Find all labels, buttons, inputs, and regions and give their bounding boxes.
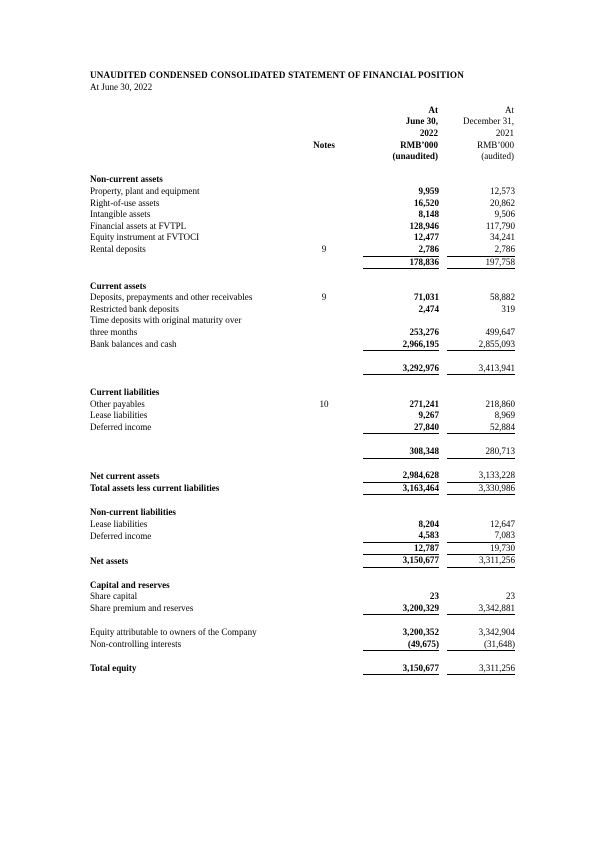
gap-2 xyxy=(439,128,447,140)
row-prior-value: 8,969 xyxy=(494,410,516,421)
row-current-value: 4,583 xyxy=(363,530,439,542)
gap-2 xyxy=(439,363,447,375)
gap-2 xyxy=(439,315,447,327)
row-prior-value: 3,133,228 xyxy=(447,470,515,482)
gap-1 xyxy=(353,663,363,675)
gap-1 xyxy=(353,151,363,163)
gap-1 xyxy=(353,140,363,152)
row-label: Property, plant and equipment xyxy=(90,185,200,196)
column-header-row-1 xyxy=(90,105,515,117)
gap-2 xyxy=(439,482,447,495)
gap-1 xyxy=(353,292,363,304)
gap-2 xyxy=(439,507,447,519)
header-current-at: At xyxy=(428,104,438,115)
gap-2 xyxy=(439,339,447,351)
table-row xyxy=(90,221,515,233)
gap-1 xyxy=(353,186,363,198)
section-heading-row xyxy=(90,387,515,399)
gap-1 xyxy=(353,128,363,140)
gap-1 xyxy=(353,399,363,411)
row-current-value: 2,474 xyxy=(418,303,439,314)
header-current-audit-status: (unaudited) xyxy=(392,151,438,162)
subtotal-current-value: 3,292,976 xyxy=(363,363,439,375)
section-heading-row xyxy=(90,507,515,519)
gap-2 xyxy=(439,387,447,399)
notes-blank xyxy=(295,446,353,458)
column-header-row-3 xyxy=(90,128,515,140)
value-blank xyxy=(363,580,439,592)
row-label: Equity instrument at FVTOCI xyxy=(90,232,200,243)
row-note xyxy=(295,221,353,233)
row-prior-value: 3,342,881 xyxy=(447,603,515,615)
value-blank xyxy=(447,580,515,592)
gap-1 xyxy=(353,116,363,128)
row-label: Share capital xyxy=(90,591,138,602)
notes-blank xyxy=(295,507,353,519)
row-current-value: 2,984,628 xyxy=(363,470,439,482)
notes-blank xyxy=(295,542,353,555)
row-current-value: 71,031 xyxy=(413,292,439,303)
gap-1 xyxy=(353,482,363,495)
gap-1 xyxy=(353,627,363,639)
header-current-unit: RMB’000 xyxy=(400,139,438,150)
gap-1 xyxy=(353,198,363,210)
row-note: 9 xyxy=(321,292,327,303)
gap-2 xyxy=(439,209,447,221)
gap-1 xyxy=(353,304,363,316)
header-notes-label: Notes xyxy=(313,139,335,150)
header-current-year: 2022 xyxy=(419,127,438,138)
table-row xyxy=(90,232,515,244)
gap-2 xyxy=(439,292,447,304)
row-label: Net current assets xyxy=(90,470,160,481)
value-blank xyxy=(363,507,439,519)
row-label: Financial assets at FVTPL xyxy=(90,220,187,231)
gap-2 xyxy=(439,422,447,434)
value-blank xyxy=(363,174,439,186)
notes-blank xyxy=(295,256,353,269)
row-note xyxy=(295,339,353,351)
financial-position-table xyxy=(90,93,515,675)
section-heading-row xyxy=(90,580,515,592)
row-current-value: 8,204 xyxy=(418,518,439,529)
spacer-after-header xyxy=(90,163,515,175)
header-prior-at: At xyxy=(504,104,515,115)
row-prior-value: 12,647 xyxy=(490,518,516,529)
net-assets-current-value: 3,150,677 xyxy=(363,555,439,568)
gap-1 xyxy=(353,639,363,651)
gap-2 xyxy=(439,639,447,651)
table-row xyxy=(90,327,515,339)
gap-1 xyxy=(353,422,363,434)
gap-1 xyxy=(353,580,363,592)
row-current-value: 3,200,329 xyxy=(363,603,439,615)
gap-1 xyxy=(353,221,363,233)
row-label: Other payables xyxy=(90,398,145,409)
header-blank-2 xyxy=(90,116,295,128)
row-current-value: 253,276 xyxy=(409,327,439,338)
row-label: three months xyxy=(90,327,138,338)
value-blank xyxy=(447,281,515,293)
subtotal-label xyxy=(90,542,295,555)
gap-2 xyxy=(439,198,447,210)
table-row xyxy=(90,244,515,256)
gap-2 xyxy=(439,399,447,411)
subtotal-prior-value: 197,758 xyxy=(447,256,515,269)
gap-2 xyxy=(439,663,447,675)
section-heading-row xyxy=(90,281,515,293)
gap-2 xyxy=(439,116,447,128)
row-current-value: 2,786 xyxy=(363,244,439,256)
subtotal-label xyxy=(90,446,295,458)
table-row xyxy=(90,209,515,221)
section-spacer xyxy=(90,567,515,579)
row-label: Equity attributable to owners of the Company xyxy=(90,626,257,637)
subtotal-current-value: 178,836 xyxy=(363,256,439,269)
row-note xyxy=(295,627,353,639)
row-current-value: 9,959 xyxy=(418,185,439,196)
row-label: Lease liabilities xyxy=(90,518,148,529)
value-blank xyxy=(363,281,439,293)
subtotal-current-value: 12,787 xyxy=(363,542,439,555)
gap-2 xyxy=(439,410,447,422)
gap-2 xyxy=(439,151,447,163)
gap-1 xyxy=(353,446,363,458)
gap-2 xyxy=(439,530,447,542)
row-note xyxy=(295,530,353,542)
column-header-row-4 xyxy=(90,140,515,152)
subtotal-prior-value: 3,413,941 xyxy=(447,363,515,375)
row-current-value: 3,163,464 xyxy=(363,482,439,495)
header-notes-blank-2 xyxy=(295,116,353,128)
row-current-value: 128,946 xyxy=(409,220,439,231)
table-row xyxy=(90,591,515,603)
gap-1 xyxy=(353,591,363,603)
gap-1 xyxy=(353,281,363,293)
table-row xyxy=(90,519,515,531)
total-equity-current-value: 3,150,677 xyxy=(363,663,439,675)
gap-2 xyxy=(439,555,447,568)
row-label: Deferred income xyxy=(90,422,152,433)
row-prior-value: 319 xyxy=(501,303,516,314)
notes-blank xyxy=(295,363,353,375)
table-row xyxy=(90,315,515,327)
section-heading-current-assets: Current assets xyxy=(90,280,147,291)
header-spacer xyxy=(90,93,515,105)
row-label: Lease liabilities xyxy=(90,410,148,421)
row-label-continued: Time deposits with original maturity over xyxy=(90,315,242,326)
gap-1 xyxy=(353,507,363,519)
subtotal-prior-value: 19,730 xyxy=(447,542,515,555)
row-note: 10 xyxy=(319,398,329,409)
table-row xyxy=(90,410,515,422)
gap-1 xyxy=(353,174,363,186)
row-label: Deposits, prepayments and other receivables xyxy=(90,292,253,303)
gap-2 xyxy=(439,232,447,244)
table-row xyxy=(90,482,515,495)
header-blank-5 xyxy=(90,151,295,163)
row-current-value: 12,477 xyxy=(413,232,439,243)
column-header-row-5 xyxy=(90,151,515,163)
row-prior-value: 3,342,904 xyxy=(478,626,516,637)
row-label: Right-of-use assets xyxy=(90,197,160,208)
section-heading-non-current-assets: Non-current assets xyxy=(90,174,163,185)
row-note xyxy=(295,304,353,316)
gap-1 xyxy=(353,555,363,568)
row-label: Rental deposits xyxy=(90,244,146,255)
row-note xyxy=(295,422,353,434)
row-note xyxy=(295,327,353,339)
gap-2 xyxy=(439,221,447,233)
header-current-date: June 30, xyxy=(405,116,438,127)
notes-blank xyxy=(295,281,353,293)
gap-2 xyxy=(439,327,447,339)
row-prior-value: 2,786 xyxy=(447,244,515,256)
table-row xyxy=(90,530,515,542)
row-label: Deferred income xyxy=(90,530,152,541)
pre-subtotal-spacer xyxy=(90,434,515,446)
gap-2 xyxy=(439,256,447,269)
row-current-value: 16,520 xyxy=(413,197,439,208)
table-row xyxy=(90,304,515,316)
row-prior-value: 218,860 xyxy=(485,398,516,409)
subtotal-row xyxy=(90,446,515,458)
table-row xyxy=(90,422,515,434)
row-prior-value: 3,330,986 xyxy=(447,482,515,495)
subtotal-row xyxy=(90,542,515,555)
subtotal-row xyxy=(90,363,515,375)
header-prior-date: December 31, xyxy=(463,116,515,127)
section-spacer xyxy=(90,615,515,627)
column-header-row-2 xyxy=(90,116,515,128)
page-subtitle: At June 30, 2022 xyxy=(90,81,153,92)
section-spacer xyxy=(90,495,515,507)
section-heading-capital-and-reserves: Capital and reserves xyxy=(90,579,170,590)
page-title: UNAUDITED CONDENSED CONSOLIDATED STATEMENT OF FINANCIAL POSITION xyxy=(90,70,464,80)
statement-sheet xyxy=(90,70,515,675)
table-row xyxy=(90,639,515,651)
row-current-value xyxy=(363,315,439,327)
gap-1 xyxy=(353,209,363,221)
total-equity-row xyxy=(90,663,515,675)
row-prior-value: 58,882 xyxy=(490,292,516,303)
subtotal-prior-value: 280,713 xyxy=(447,446,515,458)
total-equity-label: Total equity xyxy=(90,663,137,674)
gap-1 xyxy=(353,315,363,327)
gap-1 xyxy=(353,256,363,269)
row-prior-value: (31,648) xyxy=(447,639,515,651)
subtotal-label xyxy=(90,256,295,269)
value-blank xyxy=(447,507,515,519)
row-note xyxy=(295,470,353,482)
header-prior-unit: RMB’000 xyxy=(477,139,515,150)
table-row xyxy=(90,339,515,351)
gap-2 xyxy=(439,174,447,186)
section-spacer xyxy=(90,269,515,281)
gap-2 xyxy=(439,519,447,531)
header-notes-blank-1 xyxy=(295,105,353,117)
table-row xyxy=(90,186,515,198)
row-prior-value: 9,506 xyxy=(494,209,516,220)
gap-2 xyxy=(439,542,447,555)
row-note xyxy=(295,482,353,495)
row-prior-value: 499,647 xyxy=(485,327,516,338)
net-assets-row xyxy=(90,555,515,568)
section-heading-row xyxy=(90,174,515,186)
header-notes-blank-5 xyxy=(295,151,353,163)
value-blank xyxy=(447,174,515,186)
row-prior-value xyxy=(447,315,515,327)
section-spacer xyxy=(90,375,515,387)
gap-1 xyxy=(353,387,363,399)
header-blank-3 xyxy=(90,128,295,140)
pre-subtotal-spacer xyxy=(90,351,515,363)
gap-2 xyxy=(439,446,447,458)
gap-2 xyxy=(439,186,447,198)
gap-1 xyxy=(353,519,363,531)
gap-1 xyxy=(353,530,363,542)
header-notes-blank-3 xyxy=(295,128,353,140)
net-assets-prior-value: 3,311,256 xyxy=(447,555,515,568)
subtotal-row xyxy=(90,256,515,269)
gap-2 xyxy=(439,244,447,256)
row-label: Total assets less current liabilities xyxy=(90,483,220,494)
notes-blank xyxy=(295,174,353,186)
row-note xyxy=(295,186,353,198)
table-row xyxy=(90,470,515,482)
section-heading-non-current-liabilities: Non-current liabilities xyxy=(90,506,176,517)
row-note xyxy=(295,209,353,221)
row-note xyxy=(295,639,353,651)
row-current-value: 271,241 xyxy=(409,398,439,409)
gap-1 xyxy=(353,105,363,117)
gap-1 xyxy=(353,339,363,351)
row-note xyxy=(295,232,353,244)
header-prior-audit-status: (audited) xyxy=(481,151,515,162)
row-prior-value: 117,790 xyxy=(485,220,516,231)
pre-total-spacer xyxy=(90,651,515,663)
row-label: Restricted bank deposits xyxy=(90,303,179,314)
notes-blank xyxy=(295,580,353,592)
row-label: Share premium and reserves xyxy=(90,603,194,614)
row-prior-value: 20,862 xyxy=(490,197,516,208)
header-prior-year: 2021 xyxy=(495,127,515,138)
row-current-value: 27,840 xyxy=(363,422,439,434)
gap-2 xyxy=(439,105,447,117)
row-current-value: (49,675) xyxy=(363,639,439,651)
row-note xyxy=(295,519,353,531)
row-prior-value: 12,573 xyxy=(490,185,516,196)
header-blank-1 xyxy=(90,105,295,117)
row-note xyxy=(295,315,353,327)
gap-2 xyxy=(439,304,447,316)
table-row xyxy=(90,627,515,639)
row-note xyxy=(295,603,353,615)
net-assets-label: Net assets xyxy=(90,555,129,566)
section-spacer xyxy=(90,458,515,470)
gap-1 xyxy=(353,470,363,482)
row-prior-value: 2,855,093 xyxy=(447,339,515,351)
notes-blank xyxy=(295,387,353,399)
table-row xyxy=(90,603,515,615)
gap-2 xyxy=(439,580,447,592)
section-heading-current-liabilities: Current liabilities xyxy=(90,387,160,398)
row-prior-value: 7,083 xyxy=(447,530,515,542)
row-prior-value: 23 xyxy=(505,591,516,602)
row-label: Non-controlling interests xyxy=(90,639,182,649)
gap-1 xyxy=(353,363,363,375)
row-current-value: 8,148 xyxy=(418,209,439,220)
gap-1 xyxy=(353,244,363,256)
row-note xyxy=(295,410,353,422)
row-note: 9 xyxy=(321,244,327,255)
gap-2 xyxy=(439,140,447,152)
gap-2 xyxy=(439,591,447,603)
gap-2 xyxy=(439,470,447,482)
row-prior-value: 34,241 xyxy=(490,232,516,243)
subtotal-label xyxy=(90,363,295,375)
table-row xyxy=(90,399,515,411)
row-current-value: 23 xyxy=(429,591,439,602)
notes-blank xyxy=(295,663,353,675)
notes-blank xyxy=(295,555,353,568)
value-blank xyxy=(447,387,515,399)
row-current-value: 3,200,352 xyxy=(402,626,439,637)
header-blank-4 xyxy=(90,140,295,152)
row-prior-value: 52,884 xyxy=(447,422,515,434)
gap-2 xyxy=(439,603,447,615)
gap-1 xyxy=(353,327,363,339)
subtotal-current-value: 308,348 xyxy=(363,446,439,458)
gap-1 xyxy=(353,410,363,422)
gap-2 xyxy=(439,281,447,293)
gap-2 xyxy=(439,627,447,639)
gap-1 xyxy=(353,232,363,244)
row-current-value: 9,267 xyxy=(418,410,439,421)
row-note xyxy=(295,591,353,603)
row-label: Bank balances and cash xyxy=(90,339,177,350)
value-blank xyxy=(363,387,439,399)
table-row xyxy=(90,198,515,210)
total-equity-prior-value: 3,311,256 xyxy=(447,663,515,675)
gap-1 xyxy=(353,542,363,555)
row-label: Intangible assets xyxy=(90,209,151,220)
table-row xyxy=(90,292,515,304)
row-note xyxy=(295,198,353,210)
gap-1 xyxy=(353,603,363,615)
row-current-value: 2,966,195 xyxy=(363,339,439,351)
